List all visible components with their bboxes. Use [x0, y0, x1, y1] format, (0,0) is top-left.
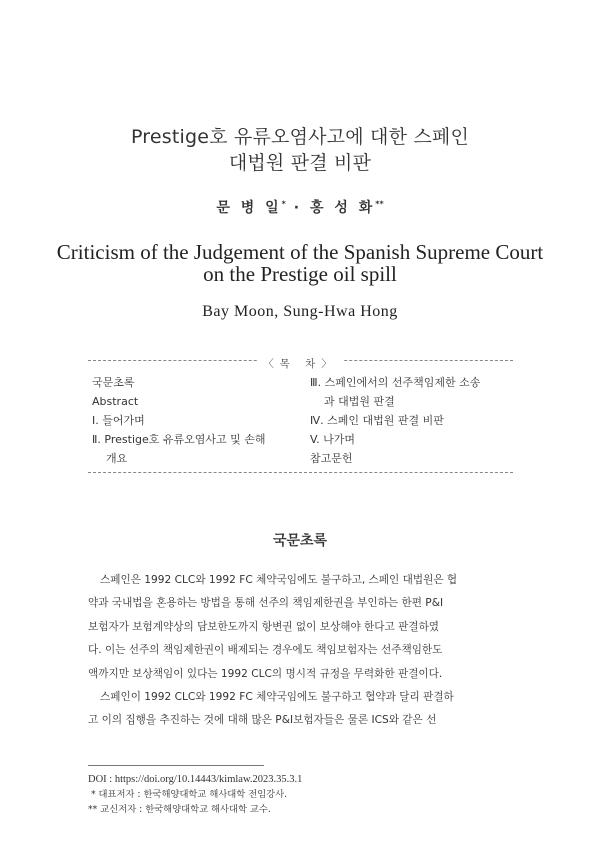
- abstract-heading: 국문초록: [272, 533, 328, 549]
- toc-item: 개요: [106, 452, 128, 465]
- footnote-rule: [88, 765, 264, 766]
- korean-title-line-1: Prestige호 유류오염사고에 대한 스페인: [130, 126, 470, 148]
- author-2-mark: **: [375, 199, 384, 209]
- abstract-line: 약과 국내법을 혼용하는 방법을 통해 선주의 책임제한권을 부인하는 한편 P&I: [88, 597, 444, 610]
- toc-item: Abstract: [92, 395, 139, 408]
- english-title-line-1: Criticism of the Judgement of the Spanish Supreme Court: [56, 240, 544, 264]
- abstract-line: 스페인은 1992 CLC와 1992 FC 체약국임에도 불구하고, 스페인 대법원은 협: [100, 574, 458, 586]
- english-title-line-2: on the Prestige oil spill: [203, 262, 397, 286]
- abstract-line: 스페인이 1992 CLC와 1992 FC 체약국임에도 불구하고 협약과 달리 판결하: [100, 691, 454, 704]
- toc-right-column: [310, 373, 515, 468]
- footnote-corresponding-author: ** 교신저자 : 한국해양대학교 해사대학 교수.: [88, 804, 271, 815]
- footnote-lead-author: * 대표저자 : 한국해양대학교 해사대학 전임강사.: [88, 789, 288, 800]
- abstract-line: 액까지만 보상책임이 있다는 1992 CLC의 명시적 규정을 무력화한 판결이다.: [88, 667, 443, 680]
- abstract-body: [88, 569, 513, 733]
- abstract-line: 고 이의 집행을 추진하는 것에 대해 많은 P&I보험자들은 물론 ICS와 같은 선: [88, 714, 437, 727]
- toc-item: Ⅱ. Prestige호 유류오염사고 및 손해: [92, 433, 266, 446]
- toc-item: 참고문헌: [310, 452, 353, 465]
- toc-heading: 〈목 차〉: [257, 358, 344, 370]
- toc-item: Ⅳ. 스페인 대법원 판결 비판: [310, 414, 444, 427]
- toc-item: Ⅲ. 스페인에서의 선주책임제한 소송: [310, 376, 481, 389]
- korean-title-line-2: 대법원 판결 비판: [228, 152, 372, 174]
- doi-footnote: DOI : https://doi.org/10.14443/kimlaw.2023.35.3.1: [88, 774, 303, 785]
- abstract-line: 다. 이는 선주의 책임제한권이 배제되는 경우에도 책임보험자는 선주책임한도: [88, 644, 443, 657]
- author-1-name: 문 병 일: [216, 200, 282, 216]
- abstract-line: 보험자가 보험계약상의 담보한도까지 항변권 없이 보상해야 한다고 판결하였: [88, 620, 440, 633]
- table-of-contents: [88, 360, 513, 473]
- toc-item: 국문초록: [92, 376, 135, 389]
- korean-authors: [0, 197, 600, 217]
- author-2-name: 홍 성 화: [309, 200, 376, 216]
- toc-heading-wrap: [88, 352, 513, 371]
- toc-item: 과 대법원 판결: [324, 395, 395, 408]
- toc-item: V. 나가며: [310, 433, 355, 446]
- footnotes: [88, 772, 513, 817]
- toc-item: Ⅰ. 들어가며: [92, 414, 145, 427]
- toc-left-column: [92, 373, 302, 468]
- author-separator: ·: [285, 200, 310, 216]
- author-1-mark: *: [281, 199, 286, 209]
- english-authors: Bay Moon, Sung-Hwa Hong: [202, 303, 398, 320]
